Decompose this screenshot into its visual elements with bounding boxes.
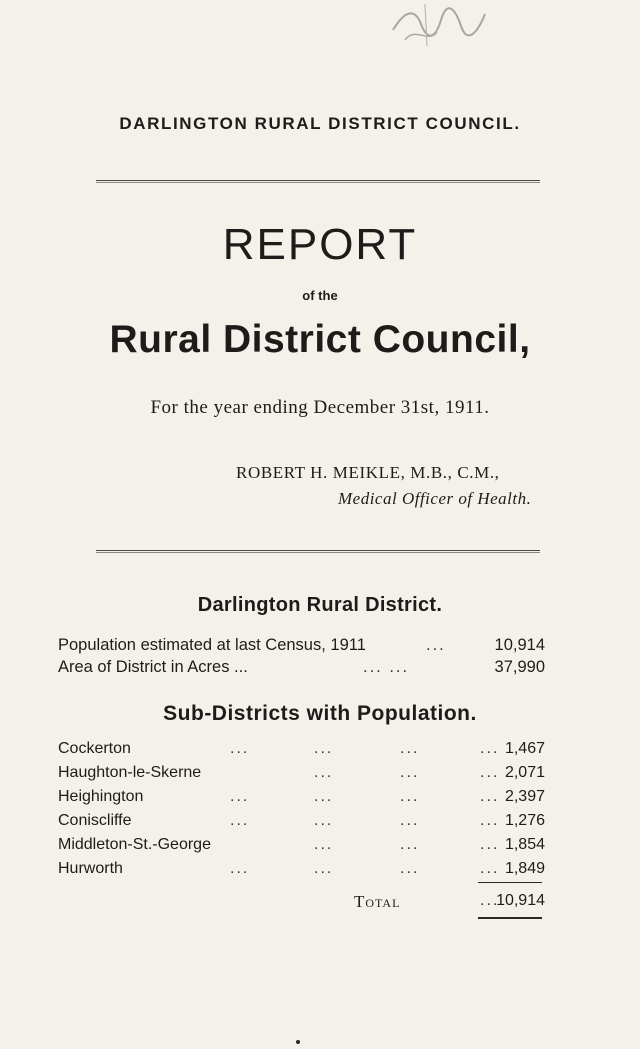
subdistrict-row [58, 740, 545, 762]
subdistrict-row [58, 788, 545, 810]
report-title: REPORT [222, 220, 418, 269]
divider-rule-top [96, 180, 540, 183]
stat-label: Area of District in Acres ... [58, 658, 248, 676]
subdistrict-name: Heighington [58, 788, 144, 805]
stat-label: Population estimated at last Census, 1911 [58, 636, 366, 654]
leader-dots: ... [480, 892, 500, 909]
officer-name: ROBERT H. MEIKLE, M.B., C.M., [236, 463, 500, 482]
leader-dots: ... [314, 764, 334, 781]
leader-dots: ... [480, 812, 500, 829]
leader-dots: ... [480, 788, 500, 805]
officer-role: Medical Officer of Health. [338, 489, 532, 508]
leader-dots: ... [314, 788, 334, 805]
subdistrict-name: Hurworth [58, 860, 123, 877]
divider-rule-bottom [96, 550, 540, 553]
council-title: Rural District Council, [109, 318, 531, 361]
leader-dots: ... [230, 812, 250, 829]
subdistrict-name: Middleton-St.-George [58, 836, 211, 853]
stat-row-area [58, 658, 545, 680]
subdistrict-name: Haughton-le-Skerne [58, 764, 202, 781]
leader-dots: ... [314, 740, 334, 757]
leader-dots: ... [314, 812, 334, 829]
of-the-text: of the [302, 288, 338, 303]
leader-dots: ... [480, 860, 500, 877]
total-label: Total [354, 892, 401, 911]
subdistrict-population: 1,467 [504, 740, 545, 757]
leader-dots: ... [400, 860, 420, 877]
leader-dots: ... [230, 740, 250, 757]
leader-dots: ... [426, 636, 446, 654]
subdistrict-name: Cockerton [58, 740, 131, 757]
subdistrict-population: 2,071 [504, 764, 545, 781]
leader-dots: ... [230, 788, 250, 805]
subdistrict-population: 2,397 [504, 788, 545, 805]
leader-dots: ... [400, 836, 420, 853]
handwritten-signature [385, 0, 495, 52]
leader-dots: ... [314, 836, 334, 853]
leader-dots: ... ... [363, 658, 410, 676]
subdistrict-name: Coniscliffe [58, 812, 132, 829]
leader-dots: ... [400, 812, 420, 829]
page-mark [296, 1040, 300, 1044]
leader-dots: ... [480, 836, 500, 853]
subdistrict-population: 1,276 [504, 812, 545, 829]
leader-dots: ... [480, 764, 500, 781]
leader-dots: ... [480, 740, 500, 757]
subdistrict-row [58, 812, 545, 834]
leader-dots: ... [400, 788, 420, 805]
subdistrict-row [58, 836, 545, 858]
total-value: 10,914 [496, 892, 545, 909]
leader-dots: ... [400, 740, 420, 757]
district-heading: Darlington Rural District. [197, 594, 443, 616]
subdistrict-population: 1,854 [504, 836, 545, 853]
total-rule [478, 882, 542, 883]
stat-value: 37,990 [494, 658, 545, 676]
leader-dots: ... [314, 860, 334, 877]
subdistrict-row [58, 764, 545, 786]
subdistrict-row [58, 860, 545, 882]
leader-dots: ... [230, 860, 250, 877]
leader-dots: ... [400, 764, 420, 781]
year-line: For the year ending December 31st, 1911. [150, 397, 490, 418]
council-name-header: DARLINGTON RURAL DISTRICT COUNCIL. [119, 114, 521, 133]
stat-value: 10,914 [494, 636, 545, 654]
subdistricts-heading: Sub-Districts with Population. [163, 702, 477, 725]
stat-row-population [58, 636, 545, 658]
total-double-rule [478, 917, 542, 921]
total-row [58, 892, 545, 914]
subdistrict-population: 1,849 [504, 860, 545, 877]
